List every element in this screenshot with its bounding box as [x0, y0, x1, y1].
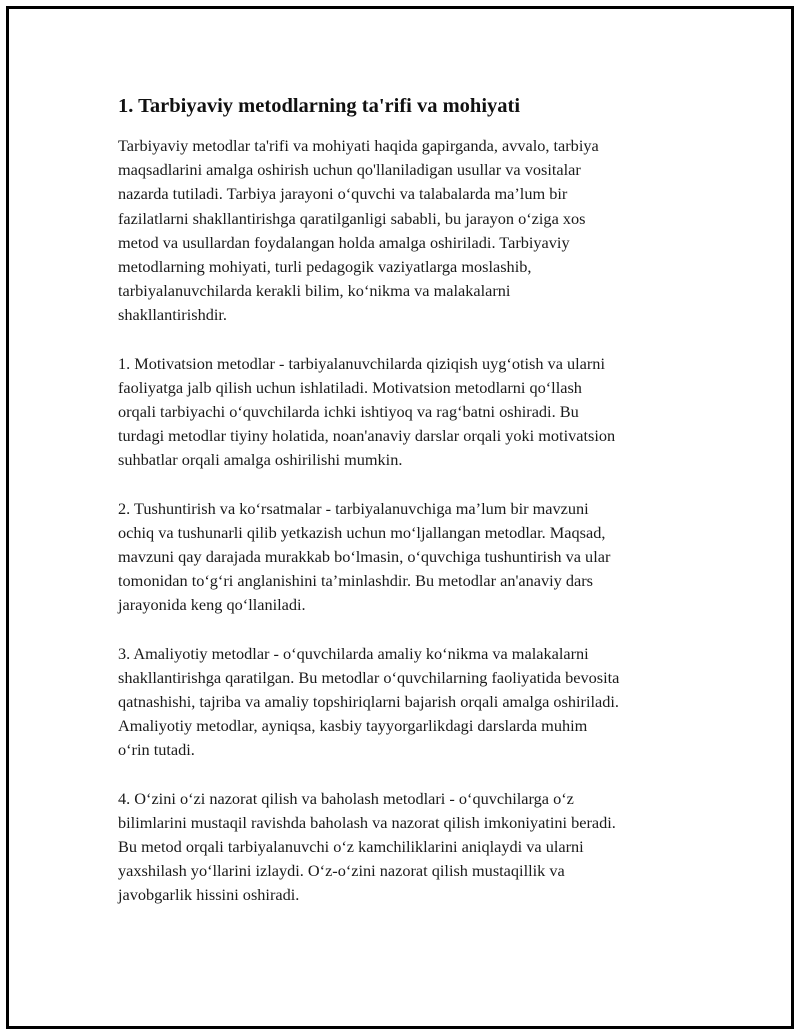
paragraph-line: javobgarlik hissini oshiradi.	[118, 885, 300, 905]
intro-paragraph	[118, 134, 690, 328]
paragraph-line: 3. Amaliyotiy metodlar - o‘quvchilarda amaliy ko‘nikma va malakalarni	[118, 643, 589, 663]
paragraph-line: 4. O‘zini o‘zi nazorat qilish va baholash metodlari - o‘quvchilarga o‘z	[118, 788, 574, 808]
paragraph-line: suhbatlar orqali amalga oshirilishi mumkin.	[118, 450, 403, 470]
paragraph-line: metodlarning mohiyati, turli pedagogik vaziyatlarga moslashib,	[118, 257, 532, 277]
paragraph-line: tomonidan to‘g‘ri anglanishini ta’minlashdir. Bu metodlar an'anaviy dars	[118, 571, 593, 591]
paragraph-line: metod va usullardan foydalangan holda amalga oshiriladi. Tarbiyaviy	[118, 232, 570, 252]
paragraph-line: shakllantirishdir.	[118, 305, 227, 325]
paragraph-line: maqsadlarini amalga oshirish uchun qo'llaniladigan usullar va vositalar	[118, 160, 581, 180]
paragraph-line: Bu metod orqali tarbiyalanuvchi o‘z kamchiliklarini aniqlaydi va ularni	[118, 837, 584, 857]
paragraph-line: bilimlarini mustaqil ravishda baholash va nazorat qilish imkoniyatini beradi.	[118, 812, 616, 832]
practical-methods-paragraph	[118, 642, 690, 763]
paragraph-line: tarbiyalanuvchilarda kerakli bilim, ko‘nikma va malakalarni	[118, 281, 511, 301]
paragraph-line: o‘rin tutadi.	[118, 740, 195, 760]
paragraph-line: jarayonida keng qo‘llaniladi.	[118, 595, 306, 615]
paragraph-line: 1. Motivatsion metodlar - tarbiyalanuvchilarda qiziqish uyg‘otish va ularni	[118, 353, 605, 373]
explanation-methods-paragraph	[118, 497, 690, 618]
paragraph-line: qatnashishi, tajriba va amaliy topshiriqlarni bajarish orqali amalga oshiriladi.	[118, 692, 619, 712]
paragraph-line: nazarda tutiladi. Tarbiya jarayoni o‘quvchi va talabalarda ma’lum bir	[118, 184, 568, 204]
motivational-methods-paragraph	[118, 352, 690, 473]
paragraph-line: Tarbiyaviy metodlar ta'rifi va mohiyati haqida gapirganda, avvalo, tarbiya	[118, 136, 599, 155]
self-control-methods-paragraph	[118, 787, 690, 908]
paragraph-line: orqali tarbiyachi o‘quvchilarda ichki ishtiyoq va rag‘batni oshiradi. Bu	[118, 402, 579, 422]
paragraph-line: mavzuni qay darajada murakkab bo‘lmasin, o‘quvchiga tushuntirish va ular	[118, 547, 611, 567]
paragraph-line: Amaliyotiy metodlar, ayniqsa, kasbiy tayyorgarlikdagi darslarda muhim	[118, 716, 588, 736]
paragraph-line: turdagi metodlar tiyiny holatida, noan'anaviy darslar orqali yoki motivatsion	[118, 426, 616, 446]
section-heading: 1. Tarbiyaviy metodlarning ta'rifi va mohiyati	[118, 95, 521, 117]
paragraph-line: fazilatlarni shakllantirishga qaratilganligi sababli, bu jarayon o‘ziga xos	[118, 208, 586, 228]
paragraph-line: 2. Tushuntirish va ko‘rsatmalar - tarbiyalanuvchiga ma’lum bir mavzuni	[118, 498, 589, 518]
document-body	[118, 92, 690, 932]
paragraph-line: faoliyatga jalb qilish uchun ishlatiladi. Motivatsion metodlarni qo‘llash	[118, 377, 582, 397]
paragraph-line: ochiq va tushunarli qilib yetkazish uchun mo‘ljallangan metodlar. Maqsad,	[118, 522, 606, 542]
paragraph-line: yaxshilash yo‘llarini izlaydi. O‘z-o‘zini nazorat qilish mustaqillik va	[118, 861, 565, 881]
paragraph-line: shakllantirishga qaratilgan. Bu metodlar o‘quvchilarning faoliyatida bevosita	[118, 667, 620, 687]
